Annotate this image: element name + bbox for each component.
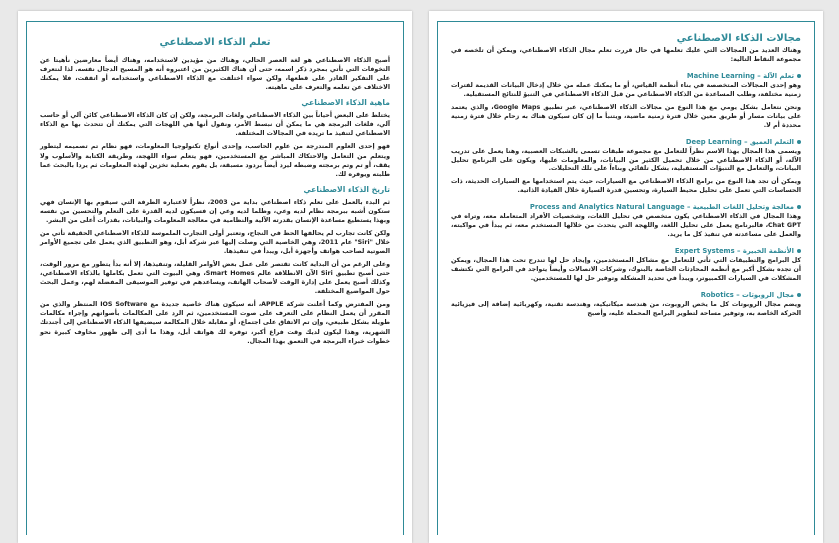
bullet-label: تعلم الآلة – Machine Learning (686, 71, 794, 80)
bullet-heading-deep-learning (451, 138, 801, 146)
paragraph: ولكن كانت تجارب لم يحالفها الحظ في النجاح، وتعتبر أولى التجارب الملموسة للذكاء الاصطناعي الحقيقة تأتي من خلال "Siri" عام 2011، وهي الخاصية التي وصلت إليها عبر شركة أبل، وهو التطبيق الذي يعمل على تجميع الأوامر الصوتية لصاحب هواتف وأجهزة أبل، ويبدأ في تنفيذها. (40, 229, 390, 255)
intro-paragraph: وهناك العديد من المجالات التي عليك تعلمها في حال قررت تعلم مجال الذكاء الاصطناعي، ويمكن أن تلخصه في مجموعة النقاط التالية: (451, 47, 801, 63)
bullet-dot-icon (797, 293, 801, 297)
paragraph: وعلى الرغم من أن البداية كانت تقتصر على عمل بعض الأوامر القليلة، وتنفيذها، إلا أنه بدأ يتطور مع مرور الوقت، حتى أصبح تطبيق Siri الآن الانطلاقة عالم Smart Homes، وهي البيوت التي تعمل بكاملها بالذكاء الاصطناعي، وكذلك أصبح يعمل على إدارة الوقت لأصحاب الهاتف، ويساعدهم في توفير الموسيقى المفضلة لهم، وعمل البحث حول المواضيع المختلفة. (40, 261, 390, 296)
left-page-content (40, 37, 390, 350)
bullet-dot-icon (797, 249, 801, 253)
right-page-content (451, 33, 801, 323)
page-title: تعلم الذكاء الاصطناعي (159, 37, 271, 48)
bullet-heading-nlp (451, 203, 801, 211)
paragraph: وهو إحدى المجالات المتخصصة في بناء أنظمة القياس، أو ما يمكنك عمله من خلال إدخال البيانات القديمة لفترات زمنية مختلفة، وطلب المساعدة من الذكاء الاصطناعي من قبل الذكاء الاصطناعي في التنبؤ للنتائج المستقبلية. (451, 81, 801, 98)
bullet-dot-icon (797, 140, 801, 144)
section-heading-definition: ماهية الذكاء الاصطناعي (301, 98, 390, 108)
page-title: مجالات الذكاء الاصطناعي (676, 33, 801, 44)
bullet-dot-icon (797, 205, 801, 209)
bullet-label: مجال الروبوتات – Robotics (700, 290, 794, 299)
paragraph: يختلط على البعض أحياناً بين الذكاء الاصطناعي ولغات البرمجة، ولكن إن كان الذكاء الاصطناعي كائن آلي أو حاسب آلي، فلغات البرمجة هي ما يمكن أن نبسط الأمر، ونقول أنها هي اللهجات التي يمكنك أن تتحدث بها مع الذكاء الاصطناعي لتنفيذ ما تريده في المجالات المختلفة. (40, 112, 390, 138)
right-page (429, 11, 823, 543)
paragraph: ومن المفترض وكما أعلنت شركة APPLE، أنه سيكون هناك خاصية جديدة مع IOS Software المنتظر والذي من المقرر أن يعمل النظام على التعرف على صوت المستخدمين، ثم الرد على المكالمات بأصواتهم وإجراء مكالمات طويلة بشكل طبيعي، وإن تم الاتفاق على اجتماع، أو مقابلة خلال المكالمة سيضيفها الذكاء الاصطناعي إلى أجندتك الشهرية، وهذا ليكون لديك وقت فراغ أكبر، توفره لك هواتف أبل، وهذا ما أدى إلى ظهور مخاوف كبيرة نحو خطوات خبراء البرمجة في التعمق بهذا المجال. (40, 301, 390, 345)
paragraph: فهو إحدى العلوم المندرجة من علوم الحاسب، وإحدى أنواع تكنولوجيا المعلومات، فهو نظام تم تصميمه ليتطور ويتعلم من التعامل والاحتكاك المباشر مع المستخدمين، فهو يتعلم سواء اللهجة، وطريقة الكتابة والأسلوب ولا يقف، أو تم وتم برمجته وضبطه ليرد أيضاً بردود مسبقة، بل يقوم بعملية تخزين لهذه المعلومات ثم يردا بالبحث عما طلبته ويوفره لك. (40, 143, 390, 178)
paragraph: وهذا المجال في الذكاء الاصطناعي يكون متخصص في تحليل اللغات، وشخصيات الأفراد المتعاملة معه، وتراه في Chat GPT، فالبرنامج يعمل على تحليل اللغة، واللهجة التي يتحدث من خلالها المستخدم معه، ثم يبدأ في مواكبته، والعمل على مساعدته في تنفيذ كل ما يريد. (451, 213, 801, 239)
bullet-heading-expert-systems (451, 247, 801, 255)
paragraph: ونحن نتعامل بشكل يومي مع هذا النوع من مجالات الذكاء الاصطناعي، عبر تطبيق Google Maps، والذي يعتمد على بيانات مسار أو طريق معين خلال فترة زمنية ماضية، ويتنبأ ما إن كان سيكون هناك به زحام خلال فترة زمنية محددة أم لا. (451, 103, 801, 129)
bullet-label: معالجة وتحليل اللغات الطبيعية – Process and Analytics Natural Language (529, 203, 794, 212)
bullet-label: الأنظمة الخبيرة – Expert Systems (674, 247, 794, 256)
paragraph: ويضم مجال الروبوتات كل ما يخص الروبوت، من هندسة ميكانيكية، وهندسة تقنية، وكهربائية إضافة إلى فيزيائية الحركة الخاصة به، وتوفير مساحة لتطوير البرامج المحملة عليه، وأصبح (451, 300, 801, 317)
paragraph: ثم البدء بالعمل على تعلم ذكاء اصطناعي بداية من 2003، نظراً لاعتباره الطرفة التي سيقوم بها الإنسان فهي ستكون أشبه ببرمجة نظام لديه وعي، وظلما لديه وعي إن فسيكون لديه القدرة على التعلم والتحسين من نفسه وبهذا يستطيع مساعدة الإنسان بقدرته الآلية والنظامية في معالجة المعلومات والبيانات، بقدرات أعلى من البشر. (40, 198, 390, 224)
paragraph: ويمكن أن تجد هذا النوع من برامج الذكاء الاصطناعي مع السيارات، حيث يتم استخدامها مع السيارات الحديثة، ذات الحساسات التي تعمل على تحليل محيط السيارة، وتحسين قدرة السيارة خلال القيادة الذاتية. (451, 178, 801, 195)
bullet-dot-icon (797, 74, 801, 78)
paragraph: ويسمى هذا المجال بهذا الاسم نظراً للتعامل مع مجموعة طبقات تسمى بالشبكات العصبية، وهنا يعمل على تدريب الآلة، أو الذكاء الاصطناعي من خلال تحميل الكثير من البيانات، والمعلومات عليها، ويكون على البرنامج تحليل البيانات، والتعامل مع التنبؤات المستقبلية، بشكل تلقائي وبناءاً على تلك التحليلات. (451, 147, 801, 173)
bullet-heading-robotics (451, 291, 801, 299)
section-heading-history: تاريخ الذكاء الاصطناعي (303, 184, 390, 194)
bullet-label: التعلم العميق – Deep Learning (685, 137, 794, 146)
bullet-heading-machine-learning (451, 72, 801, 80)
paragraph: كل البرامج والتطبيقات التي تأتي للتعامل مع مشاكل المستخدمين، وإيجاد حل لها تندرج تحت هذا المجال، ويمكن أن تجده بشكل أكبر مع أنظمة المحادثات الخاصة بالبنوك، وشركات الاتصالات وأيضاً يتواجد في البرامج التي تكتشف المشكلات في السيارات الكمبيوتر، ويبدأ في تحديد المشكلة وتوفير حل لها للمستخدمين. (451, 257, 801, 282)
left-page (18, 11, 412, 543)
intro-paragraph: أصبح الذكاء الاصطناعي هو لغة العصر الحالي، وهناك من مؤيدين لاستخدامه، وهناك أيضاً معارضين نأهيتا عن التخوفات التي تأتي بمجرد ذكر اسمه، حتى أن هناك الكثيرين من اعتبروه أنه هو المسيح الدجال نفسه. لذا لنتعرف على التفكير القادر على قطعها، ولكن سواء اختلفت مع الذكاء الاصطناعي واستخدامه أو اتفقت، فلا يمكنك الاختلاف عن تعلمه والتعرف على ماهيته. (40, 57, 390, 92)
